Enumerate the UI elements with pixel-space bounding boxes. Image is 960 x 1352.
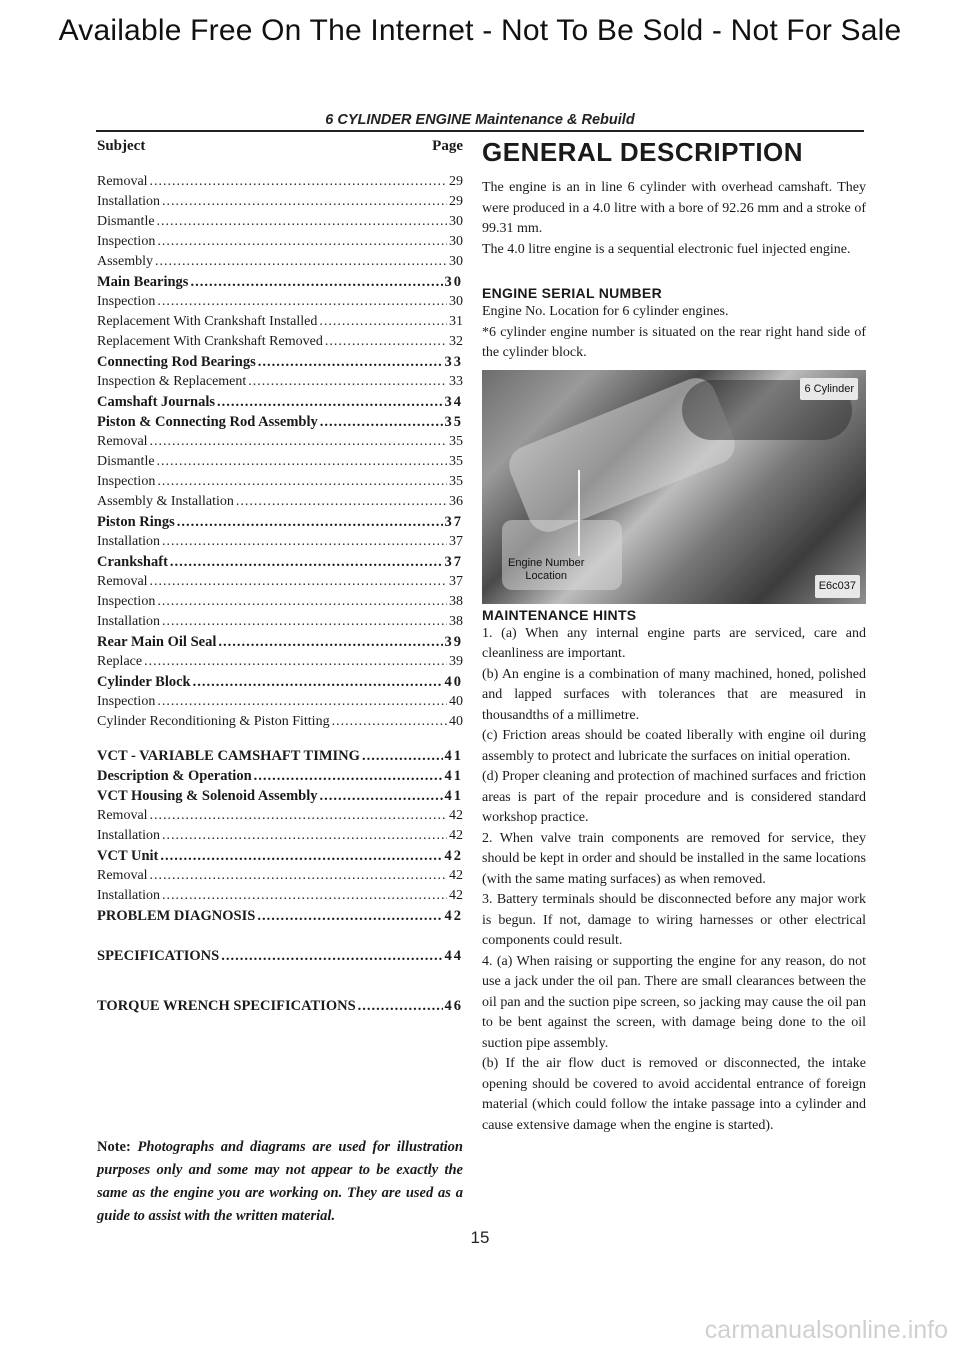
toc-entry [97, 332, 463, 352]
toc-entry-title: Main Bearings [97, 274, 189, 290]
toc-dot-leader [221, 946, 442, 966]
toc-dot-leader [157, 692, 447, 712]
toc-entry-title: Installation [97, 534, 160, 549]
general-paragraph-1: The engine is an in line 6 cylinder with overhead camshaft. They were produced in a 4.0 litre with a bore of 92.26 mm and a stroke of 99.31 mm. [482, 180, 866, 236]
label-engine-number-text: Engine Number [508, 556, 585, 569]
note-text: Photographs and diagrams are used for illustration purposes only and some may not appear to be exactly the same as the engine you are working on. They are used as a guide to assist with the written material. [97, 1139, 463, 1224]
toc-entry-page: 42 [444, 908, 463, 924]
toc-entry-title: Camshaft Journals [97, 394, 216, 410]
toc-entry-title: Piston & Connecting Rod Assembly [97, 414, 318, 430]
toc-entry [97, 766, 463, 786]
serial-paragraph-1: Engine No. Location for 6 cylinder engines. [482, 304, 729, 319]
toc-entry [97, 906, 463, 926]
label-6-cylinder: 6 Cylinder [800, 378, 858, 401]
toc-entry-page: 33 [444, 354, 463, 370]
toc-entry [97, 412, 463, 432]
toc-header [97, 138, 463, 155]
toc-dot-leader [193, 672, 443, 692]
toc-entry-title: Installation [97, 888, 160, 903]
subject-label: Subject [97, 138, 146, 154]
pointer-line [578, 470, 580, 556]
toc-dot-leader [144, 652, 447, 672]
toc-dot-leader [157, 292, 447, 312]
toc-entry [97, 846, 463, 866]
toc-entry-page: 42 [444, 848, 463, 864]
toc-entry-title: Installation [97, 614, 160, 629]
note [97, 1136, 463, 1228]
toc-entry-title: Dismantle [97, 454, 155, 469]
engine-photo [482, 370, 866, 604]
toc-entry-title: Inspection [97, 694, 156, 709]
toc-list [97, 172, 463, 1016]
toc-entry-page: 30 [449, 254, 463, 269]
toc-entry-title: Inspection [97, 474, 156, 489]
table-of-contents [97, 138, 463, 1016]
toc-dot-leader [150, 432, 447, 452]
toc-entry-page: 36 [449, 494, 463, 509]
toc-entry-page: 41 [444, 788, 463, 804]
toc-dot-leader [257, 906, 442, 926]
toc-entry-page: 42 [449, 888, 463, 903]
watermark: carmanualsonline.info [704, 1316, 948, 1344]
toc-dot-leader [155, 252, 447, 272]
toc-dot-leader [217, 392, 442, 412]
toc-entry-page: 33 [449, 374, 463, 389]
toc-entry [97, 826, 463, 846]
toc-entry-title: PROBLEM DIAGNOSIS [97, 908, 256, 924]
toc-entry-title: VCT Housing & Solenoid Assembly [97, 788, 318, 804]
toc-dot-leader [157, 472, 447, 492]
toc-entry [97, 632, 463, 652]
toc-entry-title: Connecting Rod Bearings [97, 354, 256, 370]
toc-dot-leader [248, 372, 447, 392]
toc-entry-title: Installation [97, 828, 160, 843]
availability-banner: Available Free On The Internet - Not To Be Sold - Not For Sale [58, 14, 902, 47]
toc-entry-page: 37 [444, 514, 463, 530]
toc-entry-page: 30 [449, 294, 463, 309]
toc-entry [97, 886, 463, 906]
toc-entry [97, 272, 463, 292]
toc-dot-leader [320, 786, 443, 806]
toc-dot-leader [258, 352, 443, 372]
toc-entry-page: 40 [449, 694, 463, 709]
toc-entry [97, 806, 463, 826]
toc-dot-leader [150, 172, 447, 192]
toc-dot-leader [162, 192, 447, 212]
toc-dot-leader [177, 512, 443, 532]
toc-entry-page: 41 [444, 768, 463, 784]
toc-dot-leader [162, 612, 447, 632]
toc-dot-leader [170, 552, 443, 572]
toc-entry [97, 996, 463, 1016]
toc-entry [97, 312, 463, 332]
toc-entry-page: 30 [444, 274, 463, 290]
hint-paragraph: (b) If the air flow duct is removed or disconnected, the intake opening should be covered to avoid accidental entrance of foreign material (which could follow the intake passage into a cylinder and cause extensive damage when the engine is started). [482, 1056, 866, 1133]
hint-paragraph: 3. Battery terminals should be disconnected before any major work is begun. If not, damage to wiring harnesses or other electrical components could result. [482, 892, 866, 948]
toc-entry [97, 692, 463, 712]
toc-entry [97, 512, 463, 532]
toc-entry [97, 252, 463, 272]
hint-paragraph: 4. (a) When raising or supporting the engine for any reason, do not use a jack under the oil pan. There are small clearances between the oil pan and the suction pipe screen, so jacking may cause the oil pan to be bent against the screen, with damage being done to the oil suction pipe assembly. [482, 953, 866, 1051]
toc-entry-title: TORQUE WRENCH SPECIFICATIONS [97, 998, 356, 1014]
toc-entry-title: Replacement With Crankshaft Removed [97, 334, 323, 349]
toc-dot-leader [150, 572, 447, 592]
hint-paragraph: (b) An engine is a combination of many machined, honed, polished and lapped surfaces with tolerances that are measured in thousandths of a millimetre. [482, 666, 866, 723]
toc-entry [97, 746, 463, 766]
toc-entry-title: Cylinder Reconditioning & Piston Fitting [97, 714, 330, 729]
toc-entry-page: 46 [444, 998, 463, 1014]
right-column [482, 136, 866, 1136]
toc-entry-title: Removal [97, 574, 148, 589]
toc-entry-page: 39 [449, 654, 463, 669]
toc-entry-page: 40 [449, 714, 463, 729]
toc-entry [97, 866, 463, 886]
toc-entry [97, 192, 463, 212]
toc-entry [97, 672, 463, 692]
toc-entry [97, 392, 463, 412]
toc-entry-title: Description & Operation [97, 768, 252, 784]
toc-entry [97, 612, 463, 632]
toc-entry-title: Dismantle [97, 214, 155, 229]
toc-dot-leader [162, 826, 447, 846]
toc-entry [97, 532, 463, 552]
toc-entry-page: 35 [449, 434, 463, 449]
toc-dot-leader [236, 492, 447, 512]
toc-dot-leader [160, 846, 442, 866]
toc-entry-title: Replace [97, 654, 143, 669]
toc-dot-leader [157, 212, 447, 232]
toc-entry-title: Installation [97, 194, 160, 209]
running-head: 6 CYLINDER ENGINE Maintenance & Rebuild [325, 112, 635, 128]
toc-entry-page: 42 [449, 868, 463, 883]
hint-paragraph: (d) Proper cleaning and protection of machined surfaces and friction areas is part of the repair procedure and is considered standard workshop practice. [482, 769, 866, 825]
toc-entry [97, 352, 463, 372]
toc-entry [97, 946, 463, 966]
toc-entry [97, 592, 463, 612]
toc-entry-title: Removal [97, 434, 148, 449]
toc-entry-title: Removal [97, 808, 148, 823]
toc-entry-page: 35 [449, 474, 463, 489]
label-engine-number [504, 556, 588, 584]
toc-entry-page: 31 [449, 314, 463, 329]
toc-entry-page: 37 [444, 554, 463, 570]
toc-entry [97, 652, 463, 672]
toc-entry [97, 552, 463, 572]
toc-entry-page: 39 [444, 634, 463, 650]
toc-dot-leader [162, 886, 447, 906]
toc-dot-leader [157, 452, 447, 472]
toc-entry [97, 172, 463, 192]
toc-entry-title: Removal [97, 868, 148, 883]
hint-paragraph: 1. (a) When any internal engine parts are serviced, care and cleanliness are important. [482, 625, 866, 661]
toc-dot-leader [150, 806, 447, 826]
toc-dot-leader [254, 766, 443, 786]
toc-entry-title: VCT - VARIABLE CAMSHAFT TIMING [97, 748, 360, 764]
toc-dot-leader [218, 632, 442, 652]
toc-dot-leader [320, 412, 443, 432]
toc-entry-title: Inspection & Replacement [97, 374, 247, 389]
toc-entry-page: 42 [449, 808, 463, 823]
toc-entry-page: 41 [444, 748, 463, 764]
general-description-title: GENERAL DESCRIPTION [482, 137, 804, 167]
toc-entry-title: SPECIFICATIONS [97, 948, 220, 964]
toc-entry-page: 35 [449, 454, 463, 469]
toc-entry-page: 29 [449, 194, 463, 209]
hints-list [482, 624, 866, 1137]
toc-dot-leader [157, 232, 447, 252]
toc-entry-page: 38 [449, 594, 463, 609]
toc-entry-page: 42 [449, 828, 463, 843]
toc-entry [97, 472, 463, 492]
toc-entry-title: Inspection [97, 234, 156, 249]
toc-entry-page: 34 [444, 394, 463, 410]
toc-entry [97, 232, 463, 252]
toc-entry-title: Rear Main Oil Seal [97, 634, 217, 650]
toc-entry [97, 712, 463, 732]
toc-entry-title: Replacement With Crankshaft Installed [97, 314, 318, 329]
general-paragraph-2: The 4.0 litre engine is a sequential electronic fuel injected engine. [482, 241, 851, 257]
toc-entry [97, 452, 463, 472]
toc-entry-page: 44 [444, 948, 463, 964]
toc-dot-leader [332, 712, 447, 732]
toc-entry-title: Removal [97, 174, 148, 189]
toc-dot-leader [358, 996, 443, 1016]
toc-entry-title: Crankshaft [97, 554, 168, 570]
page-number: 15 [470, 1228, 490, 1247]
toc-entry-title: Inspection [97, 594, 156, 609]
toc-dot-leader [162, 532, 447, 552]
toc-entry [97, 212, 463, 232]
hint-paragraph: (c) Friction areas should be coated liberally with engine oil during assembly to protect and lubricate the surfaces on initial operation. [482, 728, 866, 764]
page-label: Page [432, 138, 463, 154]
serial-number-title: ENGINE SERIAL NUMBER [482, 285, 662, 301]
toc-dot-leader [325, 332, 447, 352]
maintenance-hints-title: MAINTENANCE HINTS [482, 606, 637, 623]
toc-entry-title: Inspection [97, 294, 156, 309]
toc-entry-page: 32 [449, 334, 463, 349]
toc-entry [97, 786, 463, 806]
label-location-text: Location [525, 569, 568, 582]
serial-paragraph-2: *6 cylinder engine number is situated on the rear right hand side of the cylinder block. [482, 324, 866, 360]
toc-entry-page: 37 [449, 574, 463, 589]
toc-entry-title: Cylinder Block [97, 674, 191, 690]
toc-entry [97, 292, 463, 312]
toc-entry-title: Assembly & Installation [97, 494, 234, 509]
toc-dot-leader [157, 592, 447, 612]
toc-dot-leader [362, 746, 443, 766]
toc-entry-title: Assembly [97, 254, 153, 269]
toc-entry-title: Piston Rings [97, 514, 175, 530]
toc-entry-page: 29 [449, 174, 463, 189]
toc-entry-page: 30 [449, 234, 463, 249]
toc-entry-page: 37 [449, 534, 463, 549]
toc-entry-page: 40 [444, 674, 463, 690]
toc-dot-leader [190, 272, 442, 292]
toc-dot-leader [150, 866, 447, 886]
toc-entry-page: 30 [449, 214, 463, 229]
toc-entry-title: VCT Unit [97, 848, 159, 864]
toc-entry-page: 38 [449, 614, 463, 629]
toc-entry-page: 35 [444, 414, 463, 430]
toc-dot-leader [319, 312, 447, 332]
note-label: Note: [97, 1139, 131, 1155]
toc-entry [97, 572, 463, 592]
label-photo-code: E6c037 [815, 575, 860, 598]
toc-entry [97, 432, 463, 452]
header-rule [96, 130, 864, 132]
toc-entry [97, 492, 463, 512]
hint-paragraph: 2. When valve train components are removed for service, they should be kept in order and should be installed in the same locations (with the same mating surfaces) as when removed. [482, 830, 866, 887]
toc-entry [97, 372, 463, 392]
